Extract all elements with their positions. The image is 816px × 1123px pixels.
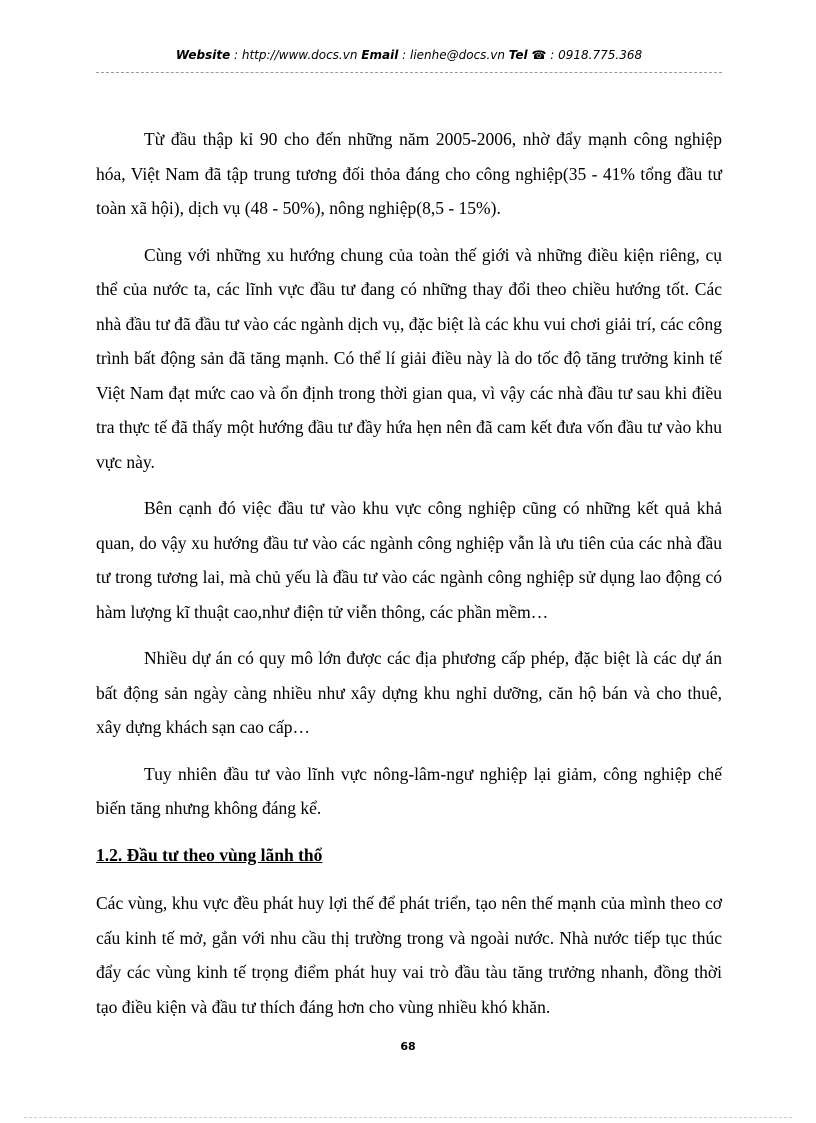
paragraph-5: Tuy nhiên đầu tư vào lĩnh vực nông-lâm-ngư nghiệp lại giảm, công nghiệp chế biến tăng nhưng không đáng kể. [96,763,722,818]
paragraph-2: Cùng với những xu hướng chung của toàn thế giới và những điều kiện riêng, cụ thể của nước ta, các lĩnh vực đầu tư đang có những thay đổi theo chiều hướng tốt. Các nhà đầu tư đã đầu tư vào các ngành dịch vụ, đặc biệt là các khu vui chơi giải trí, các công trình bất động sản đã tăng mạnh. Có thể lí giải điều này là do tốc độ tăng trưởng kinh tế Việt Nam đạt mức cao và ổn định trong thời gian qua, vì vậy các nhà đầu tư sau khi điều tra thực tế đã thấy một hướng đầu tư đầy hứa hẹn nên đã cam kết đưa vốn đầu tư vào khu vực này. [96,244,722,472]
header-divider [96,72,722,73]
paragraph-1: Từ đầu thập kỉ 90 cho đến những năm 2005-2006, nhờ đẩy mạnh công nghiệp hóa, Việt Nam đã tập trung tương đối thỏa đáng cho công nghiệp(35 - 41% tổng đầu tư toàn xã hội), dịch vụ (48 - 50%), nông nghiệp(8,5 - 15%). [96,129,722,218]
footer-divider [24,1117,792,1118]
tel-label: Tel [508,48,528,62]
paragraph-3: Bên cạnh đó việc đầu tư vào khu vực công nghiệp cũng có những kết quả khả quan, do vậy xu hướng đầu tư vào các ngành công nghiệp vẫn là ưu tiên của các nhà đầu tư trong tương lai, mà chủ yếu là đầu tư vào các ngành công nghiệp sử dụng lao động có hàm lượng kĩ thuật cao,như điện tử viễn thông, các phần mềm… [96,498,722,622]
phone-icon: ☎ [531,48,547,62]
tel-number: : 0918.775.368 [546,48,643,62]
section-heading: 1.2. Đầu tư theo vùng lãnh thổ [96,844,323,865]
page-number: 68 [400,1040,416,1053]
email-label: Email [361,48,399,62]
document-body [96,122,722,1036]
paragraph-4: Nhiều dự án có quy mô lớn được các địa phương cấp phép, đặc biệt là các dự án bất động sản ngày càng nhiều như xây dựng khu nghỉ dưỡng, căn hộ bán và cho thuê, xây dựng khách sạn cao cấp… [96,648,722,737]
section-paragraph: Các vùng, khu vực đều phát huy lợi thế để phát triển, tạo nên thế mạnh của mình theo cơ cấu kinh tế mở, gắn với nhu cầu thị trường trong và ngoài nước. Nhà nước tiếp tục thúc đẩy các vùng kinh tế trọng điểm phát huy vai trò đầu tàu tăng trưởng nhanh, đồng thời tạo điều kiện và đầu tư thích đáng hơn cho vùng nhiều khó khăn. [96,893,722,1017]
page-header [96,48,722,62]
website-label: Website [175,48,231,62]
website-url: : http://www.docs.vn [230,48,362,62]
email-address: : lienhe@docs.vn [398,48,509,62]
